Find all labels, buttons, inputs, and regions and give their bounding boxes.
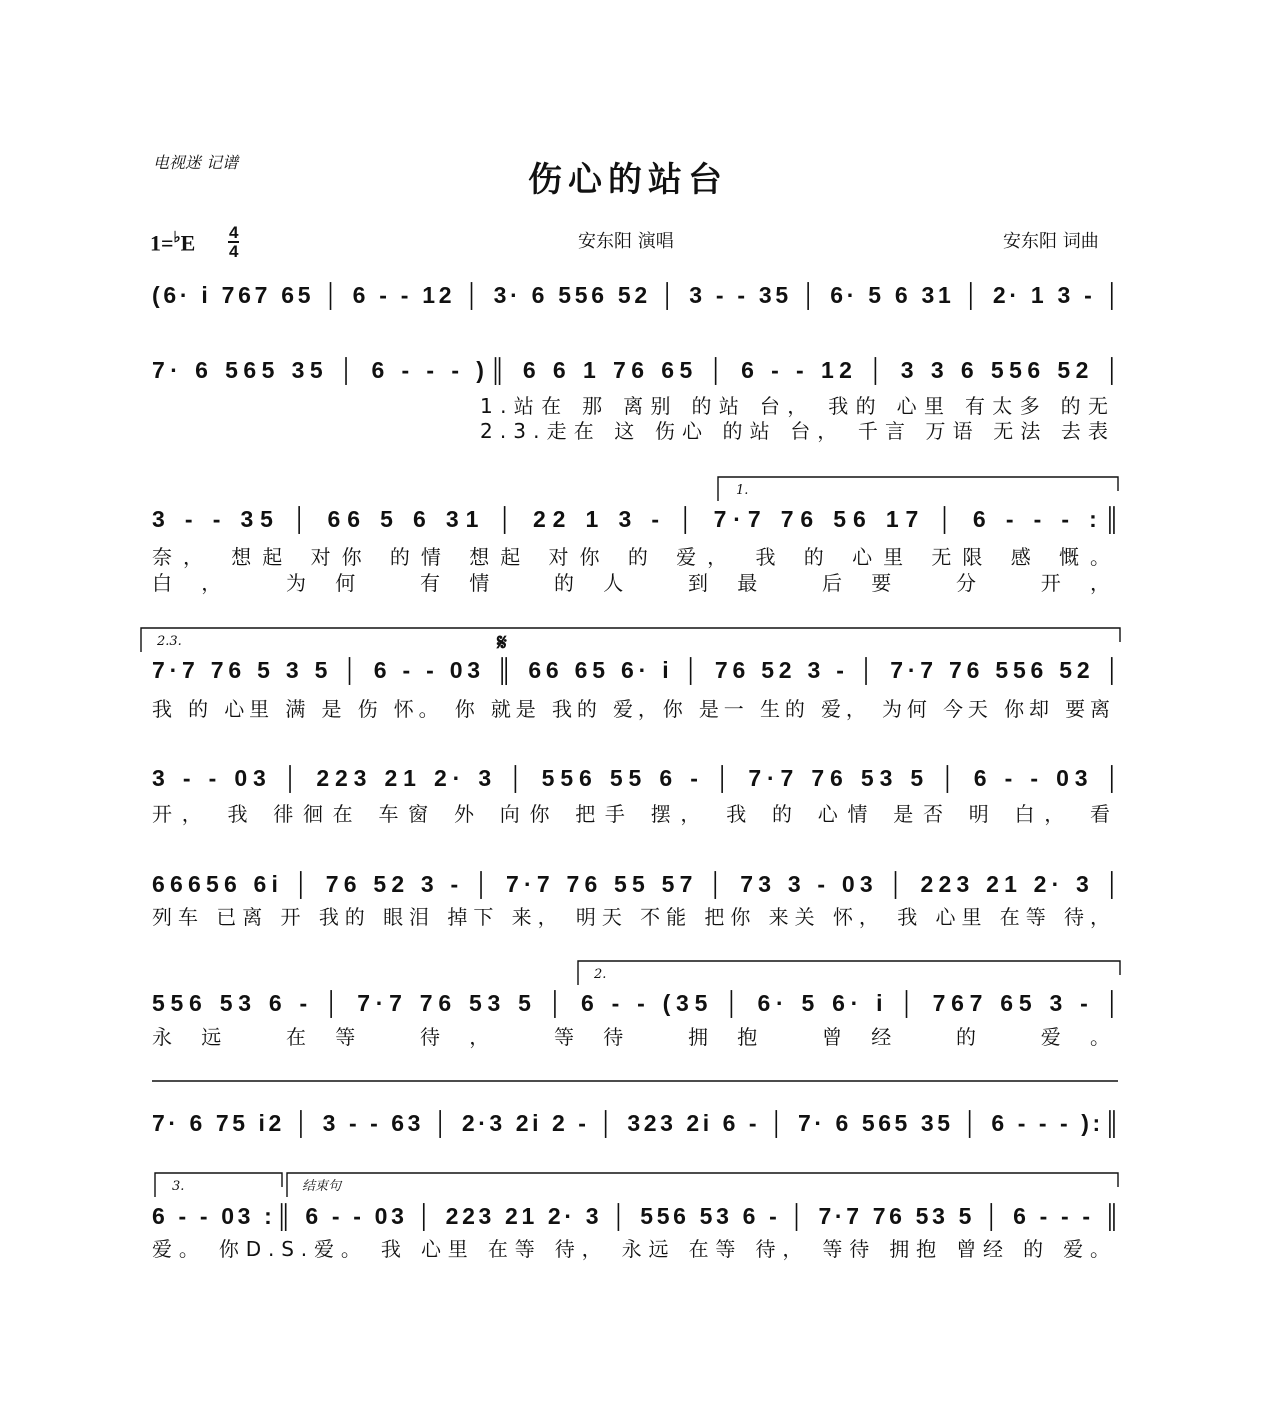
volta-number: 1.: [736, 483, 749, 498]
time-top: 4: [229, 223, 239, 242]
lyric-line: 永远 在等 待， 等待 拥抱 曾经 的 爱。: [152, 1025, 1110, 1049]
lyric-line: 列车 已离 开 我的 眼泪 掉下 来， 明天 不能 把你 来关 怀， 我 心里 在等 待，: [152, 905, 1110, 929]
volta-number: 2.: [594, 967, 607, 982]
notation-line: 66656 6i │ 76 52 3 - │ 7·7 76 55 57 │ 73 3 - 03 │ 223 21 2· 3 │: [152, 871, 1120, 897]
lyric-line: 2.3.走在 这 伤心 的站 台， 千言 万语 无法 去表: [480, 419, 1108, 443]
key-letter: E: [180, 230, 196, 256]
notation-line: 7·7 76 5 3 5 │ 6 - - 03 ║ 66 65 6· i │ 76 52 3 - │ 7·7 76 556 52 │: [152, 657, 1120, 683]
notation-line: (6· i 767 65 │ 6 - - 12 │ 3· 6 556 52 │ 3 - - 35 │ 6· 5 6 31 │ 2· 1 3 - │: [152, 282, 1121, 308]
notation-line: 3 - - 35 │ 66 5 6 31 │ 22 1 3 - │ 7·7 76 56 17 │ 6 - - - :║: [152, 506, 1120, 532]
transcriber-credit: 电视迷 记谱: [153, 153, 239, 172]
coda-bracket: [287, 1173, 1118, 1197]
lyric-line: 1.站在 那 离别 的站 台， 我的 心里 有太多 的无: [480, 394, 1108, 418]
notation-line: 7· 6 565 35 │ 6 - - - )║ 6 6 1 76 65 │ 6 - - 12 │ 3 3 6 556 52 │: [152, 357, 1120, 383]
lyric-line: 爱。 你D.S.爱。 我 心里 在等 待， 永远 在等 待， 等待 拥抱 曾经 的 爱。: [152, 1237, 1110, 1261]
page-title: 伤心的站台: [528, 160, 728, 200]
notation-line: 556 53 6 - │ 7·7 76 53 5 │ 6 - - (35 │ 6· 5 6· i │ 767 65 3 - │: [152, 990, 1120, 1016]
coda-label: 结束句: [302, 1179, 342, 1194]
time-bottom: 4: [229, 242, 239, 261]
notation-line: 7· 6 75 i2 │ 3 - - 63 │ 2·3 2i 2 - │ 323 2i 6 - │ 7· 6 565 35 │ 6 - - - ):║: [152, 1110, 1120, 1136]
lyric-line: 开， 我 徘徊在 车窗 外 向你 把手 摆， 我 的 心情 是否 明 白， 看: [152, 802, 1111, 826]
composer-credit: 安东阳 词曲: [1003, 231, 1099, 252]
volta-number: 2.3.: [157, 634, 182, 649]
notation-line: 6 - - 03 :║ 6 - - 03 │ 223 21 2· 3 │ 556 53 6 - │ 7·7 76 53 5 │ 6 - - - ║: [152, 1203, 1121, 1229]
key-prefix: 1=: [150, 230, 174, 256]
lyric-line: 白， 为何 有情 的人 到最 后要 分 开，: [152, 571, 1110, 595]
volta-bracket: [578, 961, 1120, 985]
key-flat: ♭: [173, 230, 181, 246]
lyric-line: 奈， 想起 对你 的情 想起 对你 的 爱， 我 的 心里 无限 感 慨。: [152, 545, 1110, 569]
volta-bracket: [718, 477, 1118, 501]
volta-number: 3.: [172, 1179, 185, 1194]
notation-line: 3 - - 03 │ 223 21 2· 3 │ 556 55 6 - │ 7·7 76 53 5 │ 6 - - 03 │: [152, 765, 1120, 791]
lyric-line: 我 的 心里 满 是 伤 怀。 你 就是 我的 爱，你 是一 生的 爱， 为何 今天 你却 要离: [152, 697, 1111, 721]
segno-sign: 𝄋: [497, 629, 507, 655]
performer-credit: 安东阳 演唱: [578, 231, 674, 252]
volta-bracket: [141, 628, 1120, 652]
